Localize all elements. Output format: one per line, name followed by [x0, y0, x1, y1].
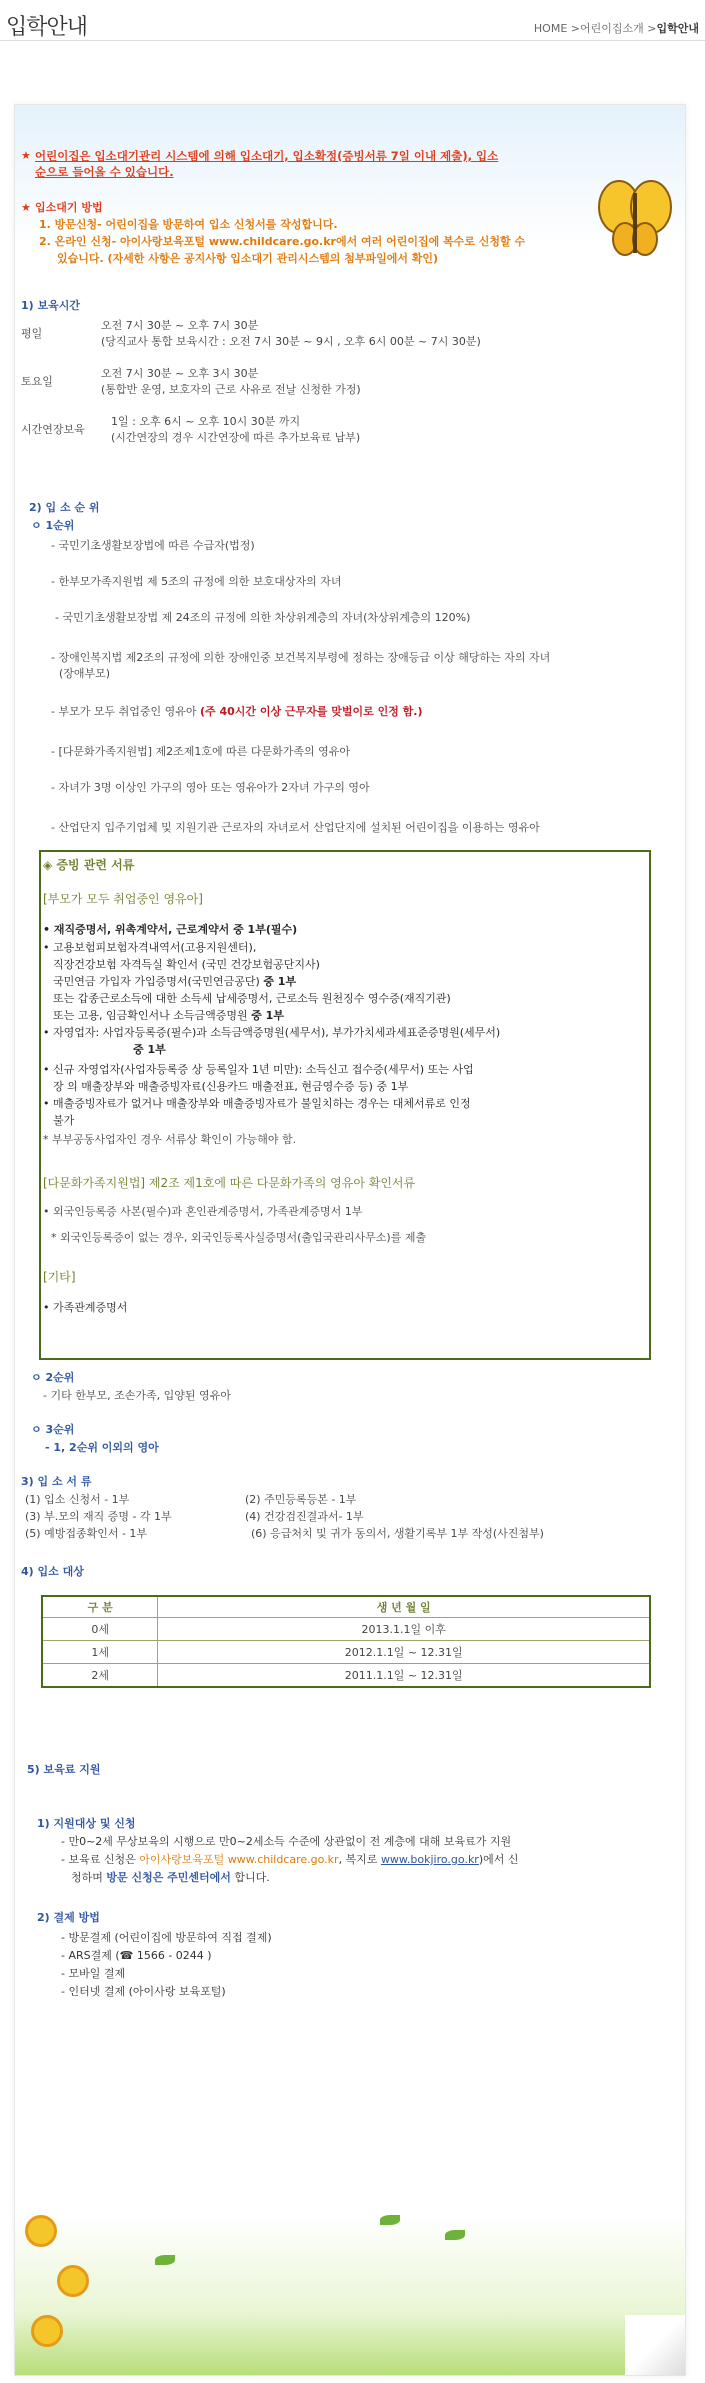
- evidence-title: ◈ 증빙 관련 서류: [43, 858, 135, 872]
- table-cell: 2세: [42, 1664, 158, 1688]
- priority-item: - 장애인복지법 제2조의 규정에 의한 장애인중 보건복지부령에 정하는 장애등급 이상 해당하는 자의 자녀: [51, 651, 551, 664]
- evidence-item: • 신규 자영업자(사업자등록증 상 등록일자 1년 미만): 소득신고 접수증(세무서) 또는 사업: [43, 1063, 474, 1076]
- priority-item: - 국민기초생활보장법 제 24조의 규정에 의한 차상위계층의 자녀(차상위계층의 120%): [55, 611, 471, 624]
- hours-extended-line1: 1일 : 오후 6시 ~ 오후 10시 30분 까지: [111, 415, 301, 428]
- childcare-portal-link[interactable]: 아이사랑보육포털 www.childcare.go.kr: [139, 1853, 339, 1866]
- table-cell: 0세: [42, 1618, 158, 1641]
- priority-third-item: - 1, 2순위 이외의 영아: [45, 1441, 159, 1454]
- butterfly-illustration: [595, 167, 675, 267]
- evidence-strong: 중 1부: [263, 975, 297, 988]
- target-title: 4) 입소 대상: [21, 1565, 84, 1578]
- priority-item: - 국민기초생활보장법에 따른 수급자(법정): [51, 539, 255, 552]
- breadcrumb-home[interactable]: HOME: [533, 22, 568, 35]
- evidence-text: 국민연금 가입자 가입증명서(국민연금공단): [53, 975, 264, 988]
- evidence-item: [53, 975, 296, 990]
- evidence-note: * 외국인등록증이 없는 경우, 외국인등록사실증명서(출입국관리사무소)를 제출: [51, 1231, 427, 1244]
- pay-item: - 인터넷 결제 (아이사랑 보육포털): [61, 1985, 226, 1998]
- priority-item-both-parents: [51, 705, 423, 720]
- fee-text: , 복지로: [338, 1853, 381, 1866]
- table-cell: 2012.1.1일 ~ 12.31일: [158, 1641, 650, 1664]
- evidence-item: 중 1부: [133, 1043, 166, 1056]
- breadcrumb-about[interactable]: 어린이집소개: [580, 22, 644, 35]
- evidence-note: * 부부공동사업자인 경우 서류상 확인이 가능해야 함.: [43, 1133, 297, 1146]
- evidence-sub3: [기타]: [43, 1270, 76, 1284]
- method-title: 입소대기 방법: [35, 201, 103, 214]
- evidence-strong: 중 1부: [251, 1009, 284, 1022]
- evidence-sub1: [부모가 모두 취업중인 영유아]: [43, 892, 203, 906]
- evidence-item: • 재직증명서, 위촉계약서, 근로계약서 중 1부(필수): [43, 923, 298, 936]
- priority-title: 2) 입 소 순 위: [29, 501, 100, 514]
- docs-item: (4) 건강검진결과서- 1부: [245, 1510, 364, 1523]
- fee-title: 5) 보육료 지원: [27, 1763, 101, 1776]
- table-row: [42, 1618, 650, 1641]
- page-header: [0, 0, 705, 41]
- leaf-icon: [380, 2215, 400, 2225]
- priority-second-item: - 기타 한부모, 조손가족, 입양된 영유아: [43, 1389, 231, 1402]
- sunflower-icon: [25, 2215, 57, 2247]
- evidence-item: • 자영업자: 사업자등록증(필수)과 소득금액증명원(세무서), 부가가치세과세표준증명원(세무서): [43, 1026, 501, 1039]
- evidence-item: 불가: [53, 1114, 75, 1127]
- evidence-item: • 가족관계증명서: [43, 1301, 128, 1314]
- pay-item: - ARS결제 (☎ 1566 - 0244 ): [61, 1949, 212, 1962]
- priority-item: (장애부모): [59, 667, 111, 680]
- docs-item: (1) 입소 신청서 - 1부: [25, 1493, 130, 1506]
- intro-line2: 순으로 들어올 수 있습니다.: [35, 165, 174, 179]
- evidence-item: 직장건강보험 자격득실 확인서 (국민 건강보험공단지사): [53, 958, 320, 971]
- table-row: [42, 1641, 650, 1664]
- fee-text: - 보육료 신청은: [61, 1853, 140, 1866]
- method-online-1: 2. 온라인 신청- 아이사랑보육포털 www.childcare.go.kr에서 여러 어린이집에 복수로 신청할 수: [39, 235, 526, 248]
- priority-second-title: ㅇ 2순위: [31, 1371, 75, 1384]
- hours-saturday-line1: 오전 7시 30분 ~ 오후 3시 30분: [101, 367, 259, 380]
- fee-subtitle-2: 2) 결제 방법: [37, 1911, 100, 1924]
- star-bullet: ★: [21, 201, 31, 214]
- breadcrumb: [534, 20, 699, 36]
- priority-item: - 한부모가족지원법 제 5조의 규정에 의한 보호대상자의 자녀: [51, 575, 342, 588]
- fee-text: 청하며: [71, 1871, 107, 1884]
- star-bullet: ★: [21, 149, 31, 162]
- hours-weekday-line1: 오전 7시 30분 ~ 오후 7시 30분: [101, 319, 259, 332]
- docs-item: (2) 주민등록등본 - 1부: [245, 1493, 357, 1506]
- content-frame: [14, 104, 686, 2376]
- table-cell: 2011.1.1일 ~ 12.31일: [158, 1664, 650, 1688]
- grass-background: [15, 2215, 685, 2375]
- priority-item: - [다문화가족지원법] 제2조제1호에 따른 다문화가족의 영유아: [51, 745, 351, 758]
- page-title: 입학안내: [6, 15, 88, 40]
- evidence-item: • 매출증빙자료가 없거나 매출장부와 매출증빙자료가 불일치하는 경우는 대체서류로 인정: [43, 1097, 471, 1110]
- leaf-icon: [155, 2255, 175, 2265]
- table-header-row: [42, 1596, 650, 1618]
- fee-line: - 만0~2세 무상보육의 시행으로 만0~2세소득 수준에 상관없이 전 계층에 대해 보육료가 지원: [61, 1835, 512, 1848]
- sunflower-icon: [57, 2265, 89, 2297]
- hours-extended-line2: (시간연장의 경우 시간연장에 따른 추가보육료 납부): [111, 431, 361, 444]
- table-row: [42, 1664, 650, 1688]
- bokjiro-link[interactable]: www.bokjiro.go.kr: [380, 1853, 479, 1866]
- evidence-item: • 외국인등록증 사본(필수)과 혼인관계증명서, 가족관계증명서 1부: [43, 1205, 363, 1218]
- table-header-cell: 생 년 월 일: [158, 1596, 650, 1618]
- method-online-2: 있습니다. (자세한 사항은 공지사항 입소대기 관리시스템의 첨부파일에서 확인): [57, 252, 439, 265]
- fee-text: )에서 신: [478, 1853, 519, 1866]
- priority-first-title: ㅇ 1순위: [31, 519, 75, 532]
- fee-line: [61, 1853, 519, 1868]
- breadcrumb-current: 입학안내: [656, 22, 699, 35]
- docs-item: (6) 응급처치 및 귀가 동의서, 생활기록부 1부 작성(사진첨부): [251, 1527, 544, 1540]
- docs-item: (5) 예방접종확인서 - 1부: [25, 1527, 148, 1540]
- priority-item: - 산업단지 입주기업체 및 지원기관 근로자의 자녀로서 산업단지에 설치된 어린이집을 이용하는 영유아: [51, 821, 540, 834]
- breadcrumb-separator: >: [647, 22, 657, 35]
- intro-line1: 어린이집은 입소대기관리 시스템에 의해 입소대기, 입소확정(증빙서류 7일 이내 제출), 입소: [35, 149, 499, 163]
- fee-subtitle-1: 1) 지원대상 및 신청: [37, 1817, 136, 1830]
- page-curl: [625, 2315, 685, 2375]
- table-header-cell: 구 분: [42, 1596, 158, 1618]
- hours-label-weekday: 평일: [21, 327, 43, 340]
- evidence-sub2: [다문화가족지원법] 제2조 제1호에 따른 다문화가족의 영유아 확인서류: [43, 1176, 416, 1190]
- hours-weekday-line2: (당직교사 통합 보육시간 : 오전 7시 30분 ~ 9시 , 오후 6시 00분 ~ 7시 30분): [101, 335, 481, 348]
- priority-item: - 자녀가 3명 이상인 가구의 영아 또는 영유아가 2자녀 가구의 영아: [51, 781, 370, 794]
- priority-third-title: ㅇ 3순위: [31, 1423, 75, 1436]
- docs-item: (3) 부.모의 재직 증명 - 각 1부: [25, 1510, 172, 1523]
- evidence-text: 또는 고용, 임금확인서나 소득금액증명원: [53, 1009, 252, 1022]
- evidence-item: • 고용보험피보험자격내역서(고용지원센터),: [43, 941, 257, 954]
- fee-highlight: 방문 신청은 주민센터에서: [106, 1871, 231, 1884]
- table-cell: 2013.1.1일 이후: [158, 1618, 650, 1641]
- hours-label-extended: 시간연장보육: [21, 423, 85, 436]
- evidence-item: 또는 갑종근로소득에 대한 소득세 납세증명서, 근로소득 원천징수 영수증(재직기관): [53, 992, 451, 1005]
- method-visit: 1. 방문신청- 어린이집을 방문하여 입소 신청서를 작성합니다.: [39, 218, 338, 231]
- sunflower-icon: [31, 2315, 63, 2347]
- target-table: [41, 1595, 651, 1688]
- pay-item: - 모바일 결제: [61, 1967, 126, 1980]
- evidence-item: [53, 1009, 284, 1024]
- fee-line: [71, 1871, 270, 1886]
- hours-label-saturday: 토요일: [21, 375, 53, 388]
- both-parents-note: (주 40시간 이상 근무자를 맞벌이로 인정 함.): [199, 705, 423, 718]
- pay-item: - 방문결제 (어린이집에 방문하여 직접 결제): [61, 1931, 272, 1944]
- hours-title: 1) 보육시간: [21, 299, 81, 312]
- fee-text: 합니다.: [230, 1871, 270, 1884]
- hours-saturday-line2: (통합반 운영, 보호자의 근로 사유로 전날 신청한 가정): [101, 383, 361, 396]
- table-cell: 1세: [42, 1641, 158, 1664]
- both-parents-text: - 부모가 모두 취업중인 영유아: [51, 705, 200, 718]
- breadcrumb-separator: >: [570, 22, 580, 35]
- evidence-item: 장 의 매출장부와 매출증빙자료(신용카드 매출전표, 현금영수증 등) 중 1부: [53, 1080, 409, 1093]
- docs-title: 3) 입 소 서 류: [21, 1475, 92, 1488]
- leaf-icon: [445, 2230, 465, 2240]
